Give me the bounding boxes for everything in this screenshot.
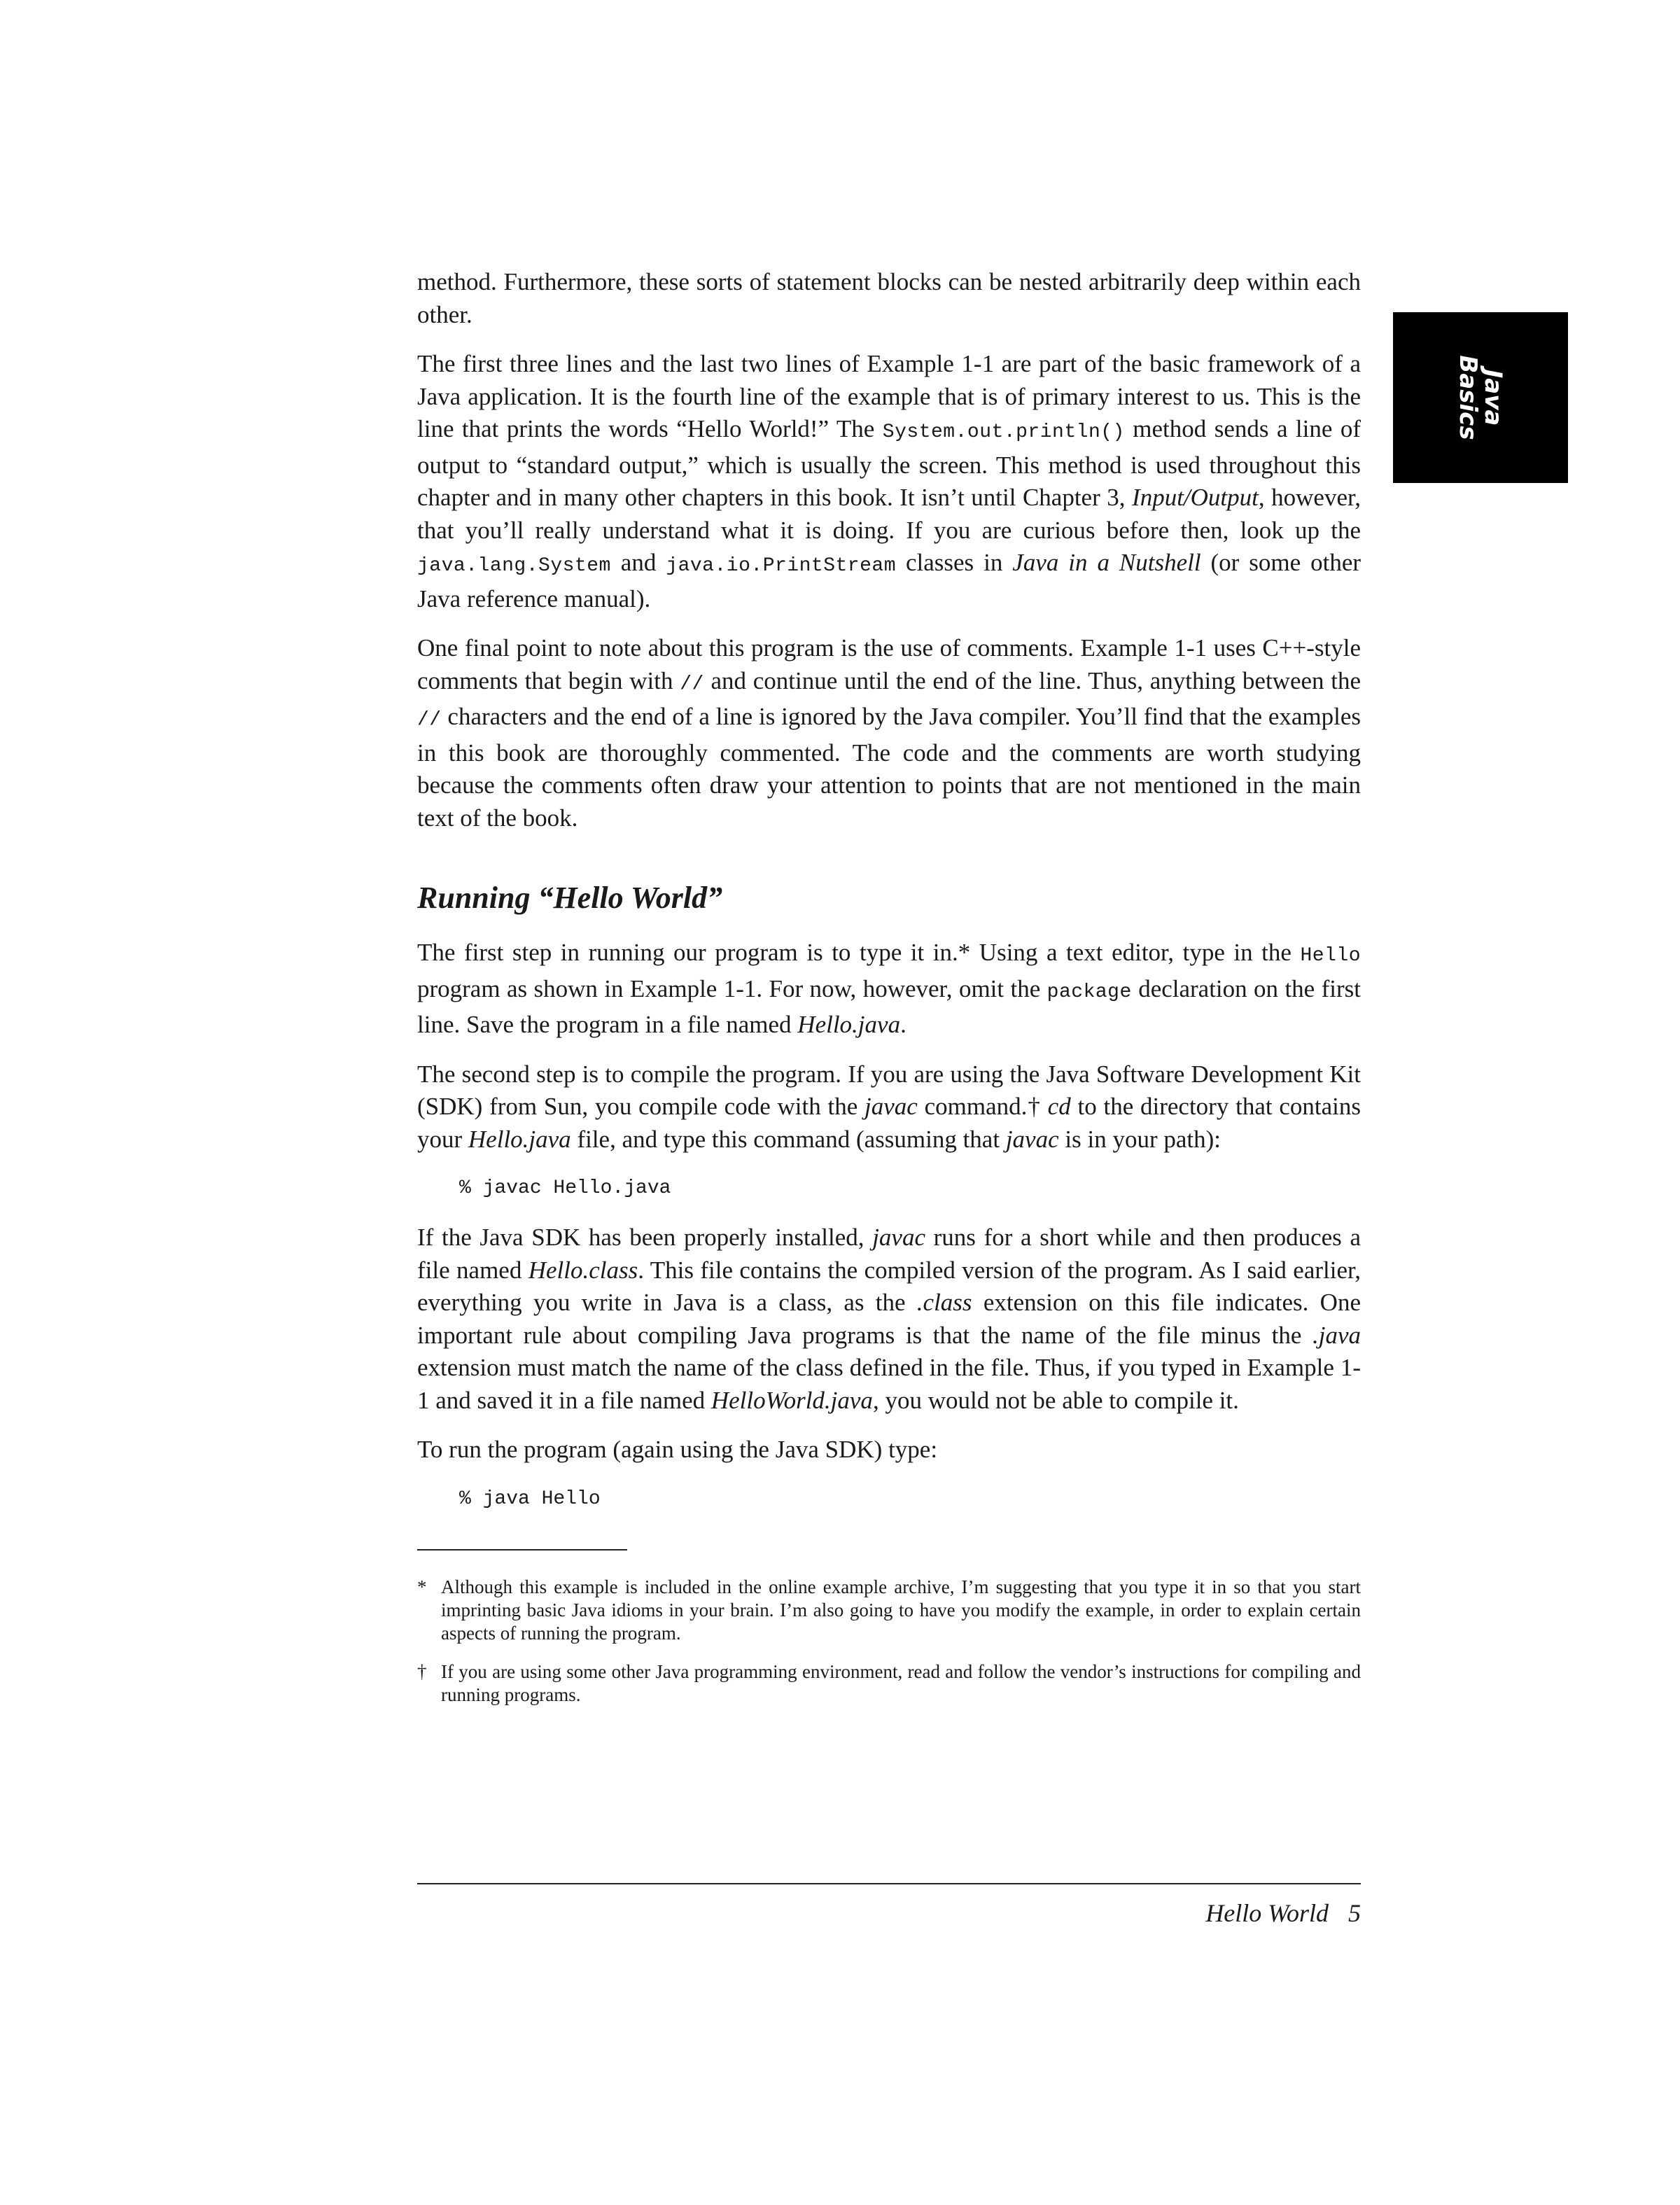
text: The first three lines and the last two lines of Example 1-1 are part of the basic framework of a Java application. It is the fourth line of the example that is of primary interest to us. This is the line that prints the words “Hello World!” The — [417, 350, 1361, 442]
emphasis: cd — [1047, 1093, 1071, 1120]
emphasis: .java — [1312, 1321, 1361, 1349]
text: , however, that you’ll really understand what it is doing. If you are curious before then, look up the — [417, 484, 1361, 544]
text: method sends a line of output to “standard output,” which is usually the screen. This method is used throughout this chapter and in many other chapters in this book. It isn’t until Chapter 3, — [417, 415, 1362, 511]
text: The first step in running our program is to type it in.* Using a text editor, type in the — [417, 939, 1301, 966]
footer-divider — [417, 1883, 1361, 1884]
paragraph-3 — [417, 632, 1361, 834]
running-footer-title: Hello World — [1205, 1899, 1329, 1927]
text: runs for a short while and then produces a file named — [417, 1224, 1361, 1284]
code-inline: // — [680, 673, 704, 695]
paragraph-4 — [417, 937, 1361, 1042]
text: The second step is to compile the program. If you are using the Java Software Development Kit (SDK) from Sun, you compile code with the — [417, 1060, 1361, 1120]
emphasis: javac — [1005, 1125, 1059, 1153]
text: program as shown in Example 1-1. For now, however, omit the — [417, 974, 1047, 1002]
code-inline: package — [1046, 981, 1132, 1003]
text: command.† — [917, 1093, 1048, 1120]
footnote-mark: * — [417, 1576, 427, 1597]
paragraph-1: method. Furthermore, these sorts of statement blocks can be nested arbitrarily deep within each other. — [417, 268, 1361, 328]
chapter-thumb-tab — [1393, 312, 1568, 483]
text: classes in — [896, 549, 1013, 576]
emphasis: .class — [916, 1289, 972, 1316]
text: and continue until the end of the line. Thus, anything between the — [704, 666, 1361, 694]
emphasis: Hello.class — [528, 1256, 638, 1284]
page-footer — [417, 1898, 1361, 1928]
code-inline: java.lang.System — [417, 555, 611, 577]
text: . — [900, 1011, 906, 1038]
footnote-mark: † — [417, 1660, 427, 1682]
thumb-tab-line1: Java — [1479, 369, 1507, 426]
footnote-divider — [417, 1549, 627, 1550]
paragraph-6 — [417, 1222, 1361, 1417]
thumb-tab-label — [1455, 355, 1506, 440]
code-inline: Hello — [1300, 945, 1361, 967]
emphasis: Input/Output — [1132, 484, 1259, 511]
footnote-text: Although this example is included in the online example archive, I’m suggesting that you type it in so that you start imprinting basic Java idioms in your brain. I’m also going to have you modify the example, in order to explain certain aspects of running the program. — [441, 1576, 1361, 1644]
section-heading: Running “Hello World” — [417, 881, 723, 915]
code-inline: System.out.println() — [882, 421, 1125, 443]
emphasis: javac — [872, 1224, 925, 1251]
text: (or some other Java reference manual). — [417, 549, 1362, 612]
code-block-compile: % javac Hello.java — [459, 1177, 671, 1199]
text: declaration on the first line. Save the program in a file named — [417, 974, 1361, 1038]
page-body — [417, 266, 1361, 1722]
paragraph-2 — [417, 348, 1361, 615]
emphasis: HelloWorld.java — [710, 1386, 873, 1414]
footnote-2 — [417, 1660, 1361, 1707]
code-inline: java.io.PrintStream — [666, 555, 897, 577]
text: If the Java SDK has been properly installed, — [417, 1224, 873, 1251]
text: One final point to note about this program is the use of comments. Example 1-1 uses C++-style comments that begin with — [417, 634, 1361, 694]
emphasis: Hello.java — [797, 1011, 901, 1038]
page-number: 5 — [1348, 1899, 1361, 1927]
emphasis: javac — [864, 1093, 918, 1120]
text: extension on this file indicates. One important rule about compiling Java programs is that the name of the file minus the — [417, 1289, 1361, 1349]
emphasis: Hello.java — [468, 1125, 571, 1153]
code-block-run: % java Hello — [459, 1488, 601, 1510]
text: , you would not be able to compile it. — [872, 1386, 1239, 1414]
text: extension must match the name of the class defined in the file. Thus, if you typed in Example 1-1 and saved it in a file named — [417, 1354, 1361, 1414]
footnote-1 — [417, 1576, 1361, 1645]
emphasis: Java in a Nutshell — [1012, 549, 1201, 576]
paragraph-5 — [417, 1058, 1361, 1156]
text: and — [610, 549, 666, 576]
text: . This file contains the compiled version of the program. As I said earlier, everything you write in Java is a class, as the — [417, 1256, 1361, 1316]
thumb-tab-line2: Basics — [1454, 355, 1482, 440]
text: characters and the end of a line is ignored by the Java compiler. You’ll find that the examples in this book are thoroughly commented. The code and the comments are worth studying because the comments often draw your attention to points that are not mentioned in the main text of the book. — [417, 703, 1361, 832]
footnote-text: If you are using some other Java programming environment, read and follow the vendor’s instructions for compiling and running programs. — [441, 1660, 1361, 1705]
text: to the directory that contains your — [417, 1093, 1361, 1153]
code-inline: // — [417, 709, 442, 731]
paragraph-7: To run the program (again using the Java SDK) type: — [417, 1436, 938, 1463]
text: file, and type this command (assuming that — [570, 1125, 1006, 1153]
text: is in your path): — [1058, 1125, 1221, 1153]
